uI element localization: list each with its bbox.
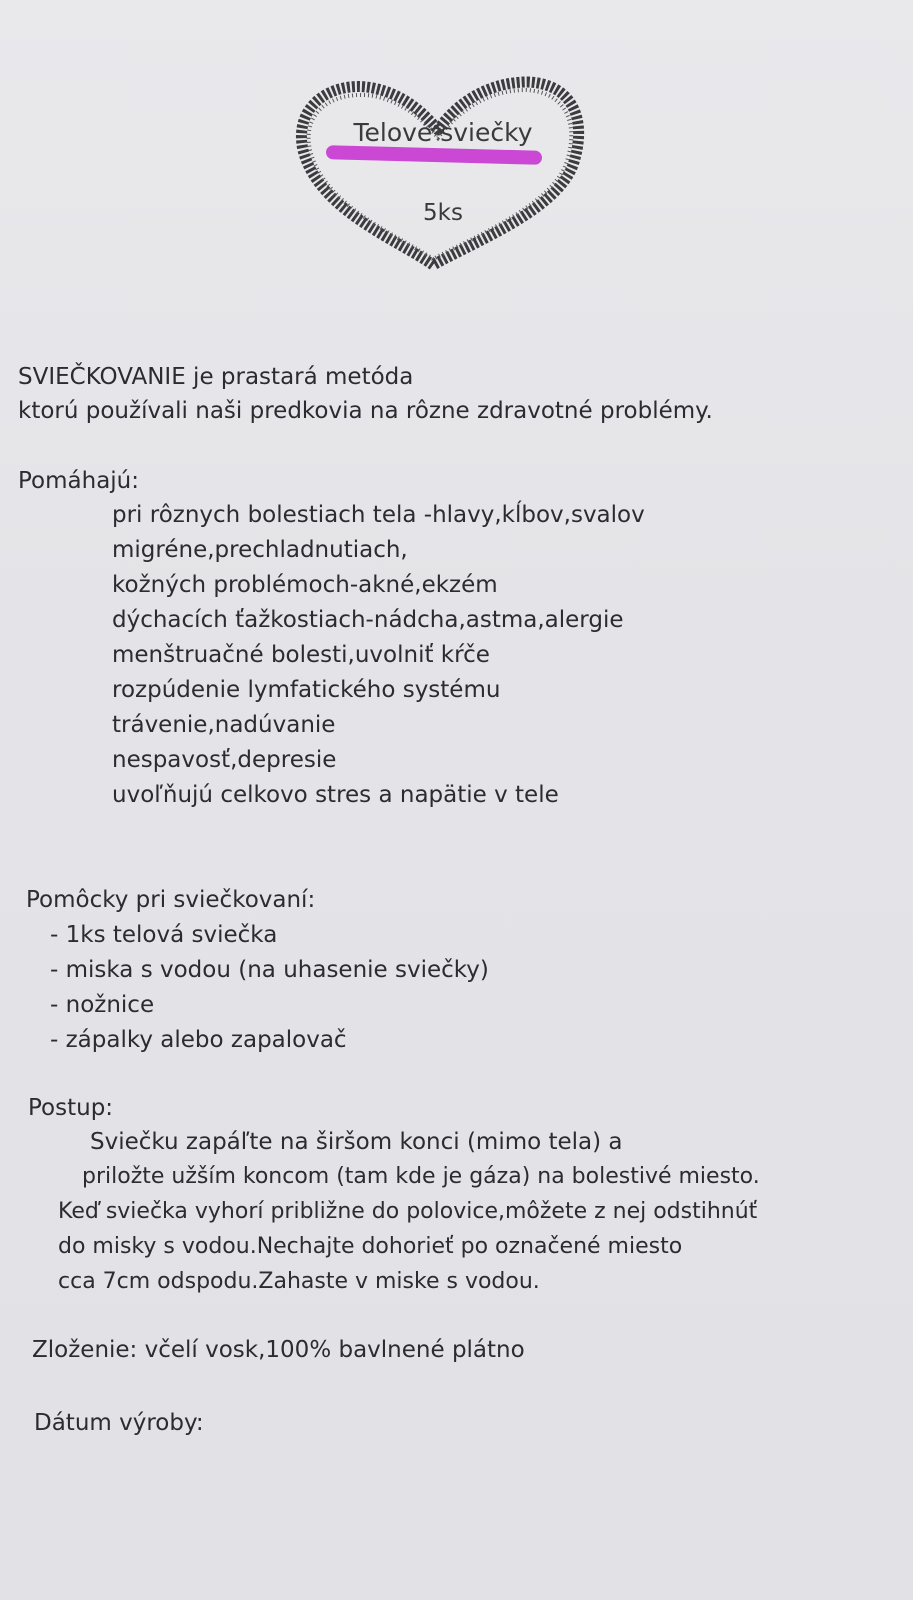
procedure-line: do misky s vodou.Nechajte dohorieť po označené miesto bbox=[58, 1234, 683, 1259]
procedure-line: cca 7cm odspodu.Zahaste v miske s vodou. bbox=[58, 1269, 540, 1294]
helps-heading: Pomáhajú: bbox=[18, 468, 140, 494]
tools-item: - miska s vodou (na uhasenie sviečky) bbox=[50, 957, 489, 983]
heart-stamp bbox=[288, 60, 598, 280]
helps-item: trávenie,nadúvanie bbox=[112, 712, 336, 738]
product-title: Telové sviečky bbox=[353, 118, 533, 147]
tools-item: - nožnice bbox=[50, 992, 155, 1018]
procedure-heading: Postup: bbox=[28, 1095, 114, 1121]
tools-item: - 1ks telová sviečka bbox=[50, 922, 278, 948]
helps-item: menštruačné bolesti,uvolniť kŕče bbox=[112, 642, 490, 668]
helps-item: uvoľňujú celkovo stres a napätie v tele bbox=[112, 782, 559, 808]
tools-heading: Pomôcky pri sviečkovaní: bbox=[26, 887, 316, 913]
procedure-line: Sviečku zapáľte na širšom konci (mimo tela) a bbox=[90, 1129, 623, 1155]
intro-line-1: SVIEČKOVANIE je prastará metóda bbox=[18, 364, 414, 390]
helps-item: migréne,prechladnutiach, bbox=[112, 537, 408, 563]
intro-line-2: ktorú používali naši predkovia na rôzne zdravotné problémy. bbox=[18, 398, 713, 424]
tools-item: - zápalky alebo zapalovač bbox=[50, 1027, 347, 1053]
helps-item: kožných problémoch-akné,ekzém bbox=[112, 572, 498, 598]
helps-item: nespavosť,depresie bbox=[112, 747, 337, 773]
procedure-line: priložte užším koncom (tam kde je gáza) na bolestivé miesto. bbox=[82, 1164, 760, 1189]
helps-item: rozpúdenie lymfatického systému bbox=[112, 677, 501, 703]
procedure-line: Keď sviečka vyhorí približne do polovice,môžete z nej odstihnúť bbox=[58, 1199, 758, 1224]
heart-outline-icon bbox=[288, 60, 598, 280]
product-count: 5ks bbox=[423, 200, 463, 226]
production-date-label: Dátum výroby: bbox=[34, 1410, 204, 1436]
composition-text: Zloženie: včelí vosk,100% bavlnené plátno bbox=[32, 1337, 525, 1363]
helps-item: dýchacích ťažkostiach-nádcha,astma,alergie bbox=[112, 607, 624, 633]
helps-item: pri rôznych bolestiach tela -hlavy,kĺbov,svalov bbox=[112, 502, 645, 528]
